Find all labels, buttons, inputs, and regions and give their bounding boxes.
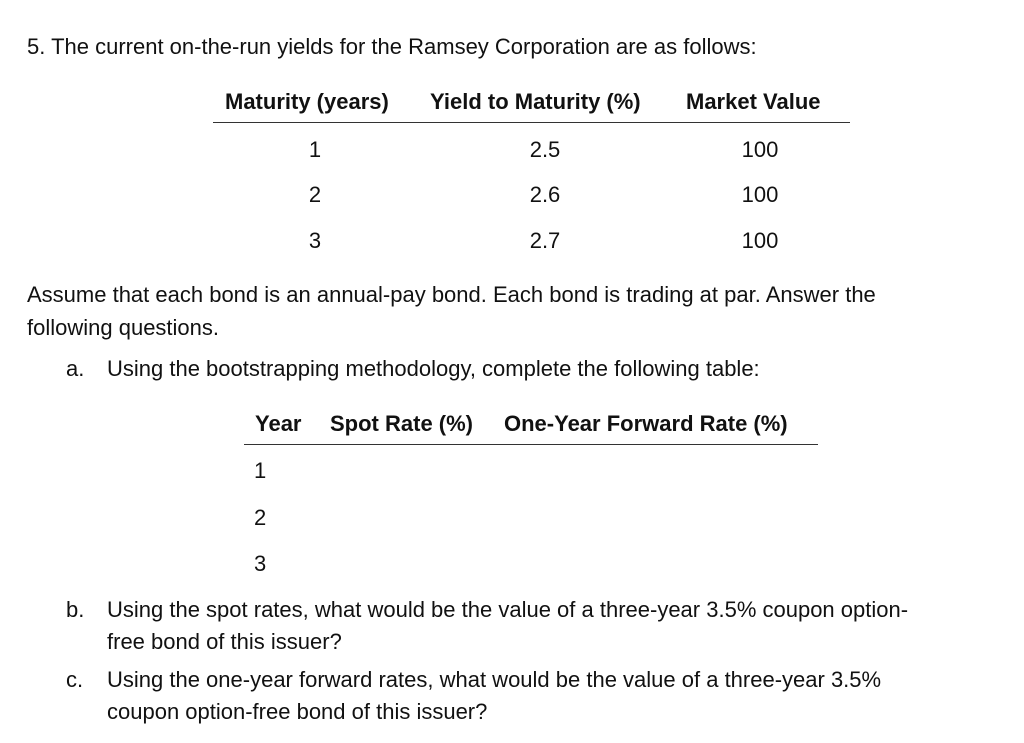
part-b-marker: b.: [66, 597, 85, 622]
yields-table-cell: 1: [308, 137, 322, 162]
spot-table-header-rule: [244, 444, 818, 445]
spot-table-year-cell: 3: [254, 551, 267, 576]
question-title: 5. The current on-the-run yields for the Ramsey Corporation are as follows:: [27, 34, 757, 59]
spot-table-header-forward-rate: One-Year Forward Rate (%): [504, 411, 788, 436]
yields-table-header-market-value: Market Value: [686, 89, 821, 114]
yields-table-cell: 100: [741, 182, 779, 207]
yields-table-header-rule: [213, 122, 850, 123]
assumption-text-line-2: following questions.: [27, 315, 220, 340]
yields-table-header-maturity: Maturity (years): [225, 89, 389, 114]
yields-table-cell: 3: [308, 228, 322, 253]
part-c-text-line-2: coupon option-free bond of this issuer?: [107, 699, 488, 724]
part-c-marker: c.: [66, 667, 84, 692]
part-a-text: Using the bootstrapping methodology, complete the following table:: [107, 356, 760, 381]
part-b-text-line-1: Using the spot rates, what would be the value of a three-year 3.5% coupon option-: [107, 597, 909, 622]
part-c-text-line-1: Using the one-year forward rates, what would be the value of a three-year 3.5%: [107, 667, 882, 692]
spot-table-header-year: Year: [255, 411, 302, 436]
part-b-text-line-2: free bond of this issuer?: [107, 629, 342, 654]
spot-table-year-cell: 2: [254, 505, 267, 530]
yields-table-cell: 2: [308, 182, 322, 207]
assumption-text-line-1: Assume that each bond is an annual-pay bond. Each bond is trading at par. Answer the: [27, 282, 876, 307]
yields-table-cell: 2.7: [529, 228, 561, 253]
spot-table-header-spot-rate: Spot Rate (%): [330, 411, 473, 436]
yields-table-cell: 2.5: [529, 137, 561, 162]
yields-table-cell: 2.6: [529, 182, 561, 207]
spot-table-year-cell: 1: [254, 458, 267, 483]
yields-table-cell: 100: [741, 137, 779, 162]
yields-table-cell: 100: [741, 228, 779, 253]
part-a-marker: a.: [66, 356, 85, 381]
yields-table-header-ytm: Yield to Maturity (%): [430, 89, 641, 114]
